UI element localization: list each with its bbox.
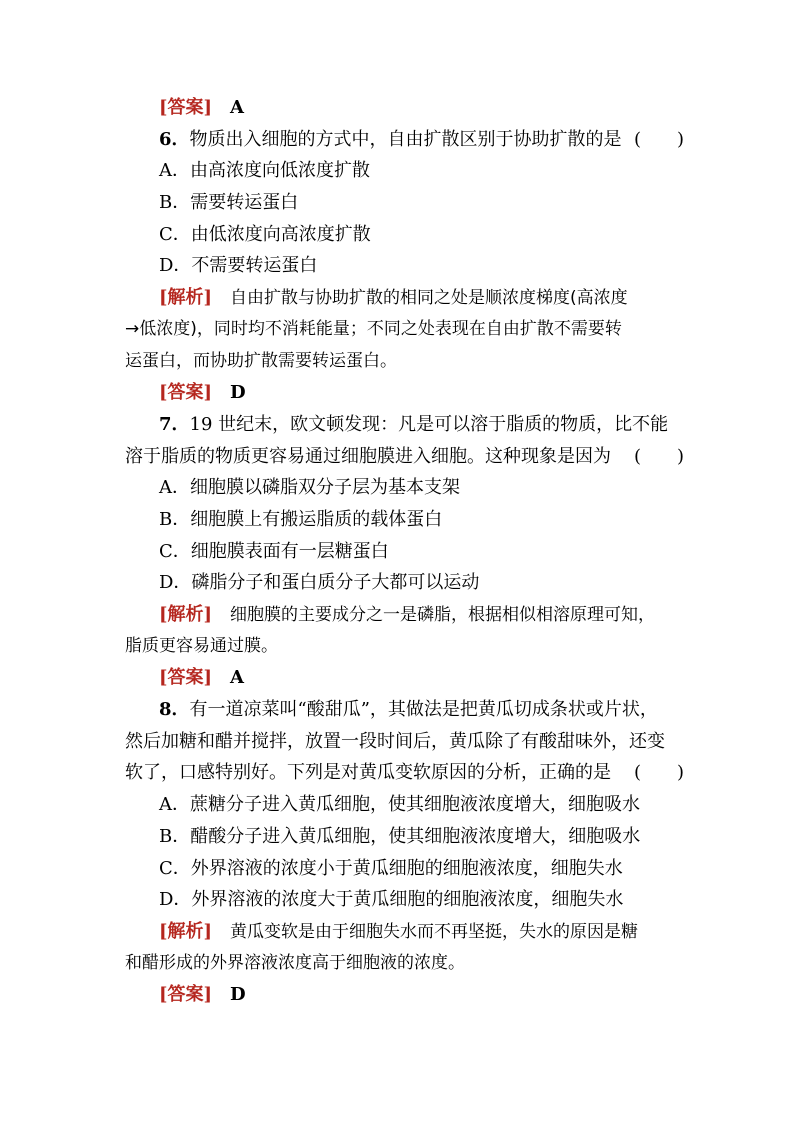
option-d: D．外界溶液的浓度大于黄瓜细胞的细胞液浓度，细胞失水 [159,889,624,911]
question-text: 软了，口感特别好。下列是对黄瓜变软原因的分析，正确的是 [125,762,611,784]
analysis-text: 自由扩散与协助扩散的相同之处是顺浓度梯度(高浓度 [230,288,628,309]
analysis-tag: [解析] [159,287,213,309]
answer-tag: [答案] [159,984,213,1006]
analysis-text: 细胞膜的主要成分之一是磷脂，根据相似相溶原理可知， [230,605,656,625]
option-a: A．蔗糖分子进入黄瓜细胞，使其细胞液浓度增大，细胞吸水 [159,794,640,816]
question-7-stem-cont [0,441,794,473]
analysis-line [0,282,794,314]
question-text: 有一道凉菜叫“酸甜瓜”，其做法是把黄瓜切成条状或片状， [189,699,658,721]
analysis-text: →低浓度)，同时均不消耗能量；不同之处表现在自由扩散不需要转 [125,318,622,339]
option-b: B．醋酸分子进入黄瓜细胞，使其细胞液浓度增大，细胞吸水 [159,825,641,847]
option-a: A．由高浓度向低浓度扩散 [159,160,370,182]
option-d: D．不需要转运蛋白 [159,255,318,277]
analysis-tag: [解析] [159,604,213,625]
answer-line [0,662,794,694]
option-c: C．外界溶液的浓度小于黄瓜细胞的细胞液浓度，细胞失水 [159,857,623,879]
answer-value: D [230,382,246,404]
analysis-line [0,599,794,631]
option-c: C．细胞膜表面有一层糖蛋白 [159,540,389,562]
question-text: 溶于脂质的物质更容易通过细胞膜进入细胞。这种现象是因为 [125,445,611,467]
question-text: 19 世纪末，欧文顿发现：凡是可以溶于脂质的物质，比不能 [189,413,669,435]
question-text: 然后加糖和醋并搅拌，放置一段时间后，黄瓜除了有酸甜味外，还变 [125,730,665,752]
answer-line [0,979,794,1011]
answer-line [0,377,794,409]
option-b: B．细胞膜上有搬运脂质的载体蛋白 [159,508,443,530]
answer-tag: [答案] [159,382,213,404]
document-content [0,92,794,1011]
answer-blank: ( ) [634,128,685,150]
question-number: 7． [159,413,190,435]
analysis-line [0,916,794,948]
answer-blank: ( ) [634,445,685,467]
option-c: C．由低浓度向高浓度扩散 [159,223,371,245]
answer-tag: [答案] [159,667,213,689]
answer-blank: ( ) [634,762,685,784]
answer-tag: [答案] [159,97,213,118]
answer-value: A [230,97,245,118]
option-a: A．细胞膜以磷脂双分子层为基本支架 [159,477,460,499]
option-b: B．需要转运蛋白 [159,192,299,214]
analysis-text: 运蛋白，而协助扩散需要转运蛋白。 [125,350,397,371]
question-8-stem [0,694,794,726]
question-6-stem [0,124,794,156]
question-text: 物质出入细胞的方式中，自由扩散区别于协助扩散的是 [189,128,622,150]
question-number: 6． [159,128,190,150]
question-8-stem-cont [0,757,794,789]
analysis-tag: [解析] [159,920,213,942]
analysis-text: 脂质更容易通过膜。 [125,635,278,656]
analysis-text: 黄瓜变软是由于细胞失水而不再坚挺，失水的原因是糖 [230,921,639,942]
question-7-stem [0,409,794,441]
answer-value: A [230,667,245,689]
answer-value: D [230,984,246,1006]
option-d: D．磷脂分子和蛋白质分子大都可以运动 [159,572,480,594]
answer-line [0,92,794,124]
question-number: 8． [159,699,190,721]
analysis-text: 和醋形成的外界溶液浓度高于细胞液的浓度。 [125,952,465,973]
